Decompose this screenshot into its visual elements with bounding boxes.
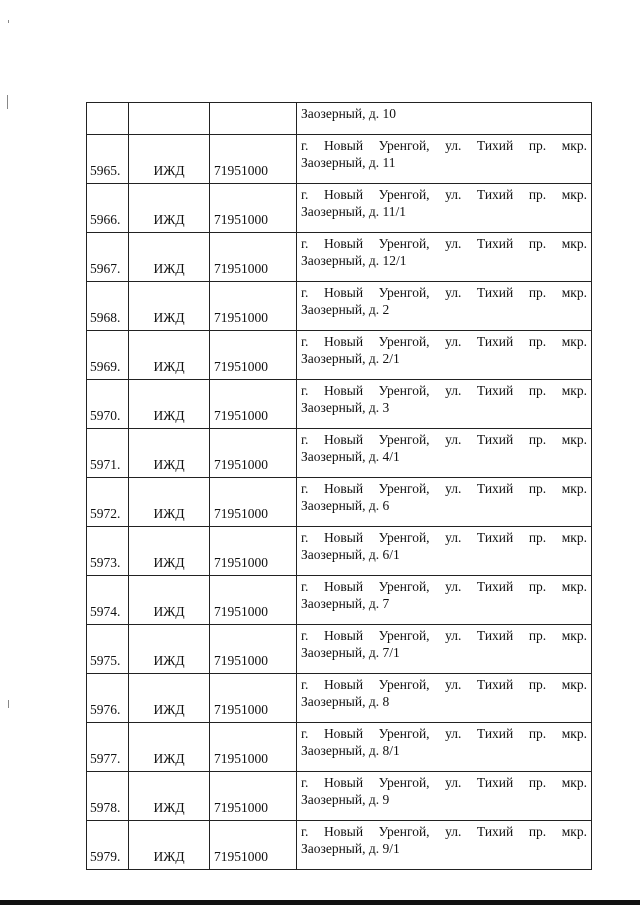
type-cell: ИЖД: [129, 429, 210, 478]
row-number-cell: 5976.: [87, 674, 129, 723]
table-row: [87, 282, 592, 331]
table-row: [87, 527, 592, 576]
address-word: мкр.: [561, 726, 587, 741]
address-word: пр.: [528, 334, 547, 349]
type-cell: ИЖД: [129, 576, 210, 625]
address-word: мкр.: [561, 187, 587, 202]
type-cell: ИЖД: [129, 772, 210, 821]
row-number-cell: 5977.: [87, 723, 129, 772]
address-tail: Заозерный, д. 7: [301, 596, 390, 611]
address-cell: [297, 821, 592, 870]
row-number-cell: [87, 103, 129, 135]
address-tail: Заозерный, д. 8: [301, 694, 390, 709]
address-tail: Заозерный, д. 7/1: [301, 645, 400, 660]
table-body: [87, 103, 592, 870]
address-line: [301, 774, 587, 791]
table-row: [87, 772, 592, 821]
address-tail: Заозерный, д. 4/1: [301, 449, 400, 464]
address-word: г.: [301, 775, 309, 790]
address-word: Тихий: [476, 530, 514, 545]
address-word: Тихий: [476, 432, 514, 447]
address-word: ул.: [445, 481, 462, 496]
code-cell: 71951000: [210, 772, 297, 821]
type-cell: ИЖД: [129, 723, 210, 772]
address-word: Новый: [323, 579, 364, 594]
address-word: мкр.: [561, 628, 587, 643]
address-word: ул.: [445, 138, 462, 153]
address-word: Уренгой,: [378, 187, 430, 202]
address-cell: [297, 576, 592, 625]
address-tail: Заозерный, д. 11/1: [301, 204, 406, 219]
address-cell: [297, 527, 592, 576]
address-word: пр.: [528, 432, 547, 447]
address-line: [301, 137, 587, 154]
address-line: [301, 823, 587, 840]
address-tail: Заозерный, д. 10: [301, 106, 396, 121]
address-cell: [297, 723, 592, 772]
address-word: Тихий: [476, 236, 514, 251]
address-word: ул.: [445, 432, 462, 447]
address-word: г.: [301, 138, 309, 153]
table-row: [87, 184, 592, 233]
address-word: пр.: [528, 138, 547, 153]
address-word: г.: [301, 432, 309, 447]
address-line: [301, 627, 587, 644]
row-number-cell: 5974.: [87, 576, 129, 625]
address-word: ул.: [445, 628, 462, 643]
code-cell: 71951000: [210, 576, 297, 625]
address-word: мкр.: [561, 775, 587, 790]
address-word: Тихий: [476, 628, 514, 643]
row-number-cell: 5975.: [87, 625, 129, 674]
address-word: г.: [301, 677, 309, 692]
address-word: Новый: [323, 187, 364, 202]
address-word: Уренгой,: [378, 432, 430, 447]
address-word: г.: [301, 187, 309, 202]
address-word: мкр.: [561, 432, 587, 447]
code-cell: 71951000: [210, 233, 297, 282]
code-cell: 71951000: [210, 282, 297, 331]
code-cell: 71951000: [210, 380, 297, 429]
table-row: [87, 821, 592, 870]
address-word: пр.: [528, 579, 547, 594]
code-cell: 71951000: [210, 674, 297, 723]
address-word: Тихий: [476, 775, 514, 790]
address-word: Новый: [323, 285, 364, 300]
address-tail: Заозерный, д. 2: [301, 302, 390, 317]
row-number-cell: 5965.: [87, 135, 129, 184]
address-cell: [297, 674, 592, 723]
type-cell: [129, 103, 210, 135]
table-row: [87, 103, 592, 135]
row-number-cell: 5971.: [87, 429, 129, 478]
address-word: Тихий: [476, 285, 514, 300]
address-word: Уренгой,: [378, 138, 430, 153]
address-word: пр.: [528, 824, 547, 839]
table-row: [87, 674, 592, 723]
address-word: Новый: [323, 775, 364, 790]
type-cell: ИЖД: [129, 478, 210, 527]
scan-mark: [8, 20, 9, 23]
address-word: Тихий: [476, 383, 514, 398]
table-row: [87, 723, 592, 772]
address-word: мкр.: [561, 824, 587, 839]
address-word: Уренгой,: [378, 285, 430, 300]
address-tail: Заозерный, д. 3: [301, 400, 390, 415]
address-word: Уренгой,: [378, 481, 430, 496]
address-word: мкр.: [561, 138, 587, 153]
address-word: Уренгой,: [378, 677, 430, 692]
type-cell: ИЖД: [129, 331, 210, 380]
address-word: г.: [301, 530, 309, 545]
type-cell: ИЖД: [129, 184, 210, 233]
address-word: Тихий: [476, 481, 514, 496]
address-word: Новый: [323, 334, 364, 349]
row-number-cell: 5969.: [87, 331, 129, 380]
address-word: ул.: [445, 824, 462, 839]
address-word: Новый: [323, 824, 364, 839]
address-word: Тихий: [476, 579, 514, 594]
address-word: ул.: [445, 383, 462, 398]
address-cell: [297, 135, 592, 184]
address-word: Новый: [323, 481, 364, 496]
row-number-cell: 5979.: [87, 821, 129, 870]
table-row: [87, 576, 592, 625]
address-line: [301, 235, 587, 252]
type-cell: ИЖД: [129, 380, 210, 429]
address-word: Тихий: [476, 187, 514, 202]
code-cell: 71951000: [210, 429, 297, 478]
address-cell: [297, 282, 592, 331]
row-number-cell: 5970.: [87, 380, 129, 429]
address-word: ул.: [445, 530, 462, 545]
address-cell: [297, 625, 592, 674]
address-word: Новый: [323, 726, 364, 741]
type-cell: ИЖД: [129, 233, 210, 282]
table-row: [87, 233, 592, 282]
address-line: [301, 480, 587, 497]
address-tail: Заозерный, д. 12/1: [301, 253, 407, 268]
code-cell: 71951000: [210, 821, 297, 870]
address-word: Новый: [323, 383, 364, 398]
address-word: г.: [301, 628, 309, 643]
address-word: пр.: [528, 530, 547, 545]
document-table: [86, 102, 592, 870]
code-cell: 71951000: [210, 625, 297, 674]
address-line: [301, 431, 587, 448]
address-word: Тихий: [476, 677, 514, 692]
address-word: мкр.: [561, 677, 587, 692]
address-word: г.: [301, 824, 309, 839]
address-word: ул.: [445, 334, 462, 349]
row-number-cell: 5972.: [87, 478, 129, 527]
address-word: г.: [301, 481, 309, 496]
address-word: мкр.: [561, 481, 587, 496]
address-word: Уренгой,: [378, 579, 430, 594]
row-number-cell: 5967.: [87, 233, 129, 282]
address-cell: [297, 478, 592, 527]
code-cell: 71951000: [210, 527, 297, 576]
address-word: ул.: [445, 775, 462, 790]
address-word: Новый: [323, 530, 364, 545]
address-cell: [297, 184, 592, 233]
address-word: Уренгой,: [378, 824, 430, 839]
address-cell: [297, 380, 592, 429]
code-cell: 71951000: [210, 478, 297, 527]
code-cell: [210, 103, 297, 135]
scan-mark: [7, 95, 8, 109]
address-tail: Заозерный, д. 11: [301, 155, 396, 170]
code-cell: 71951000: [210, 184, 297, 233]
address-word: Новый: [323, 138, 364, 153]
table-row: [87, 625, 592, 674]
address-line: [301, 529, 587, 546]
code-cell: 71951000: [210, 331, 297, 380]
address-word: г.: [301, 334, 309, 349]
address-tail: Заозерный, д. 2/1: [301, 351, 400, 366]
address-word: Уренгой,: [378, 775, 430, 790]
code-cell: 71951000: [210, 723, 297, 772]
address-word: г.: [301, 383, 309, 398]
address-word: мкр.: [561, 236, 587, 251]
address-tail: Заозерный, д. 8/1: [301, 743, 400, 758]
address-line: [301, 284, 587, 301]
address-line: [301, 578, 587, 595]
address-line: [301, 333, 587, 350]
address-word: Уренгой,: [378, 334, 430, 349]
address-cell: [297, 429, 592, 478]
table-row: [87, 331, 592, 380]
address-word: г.: [301, 726, 309, 741]
address-word: Тихий: [476, 824, 514, 839]
address-word: пр.: [528, 481, 547, 496]
address-word: пр.: [528, 285, 547, 300]
address-word: ул.: [445, 579, 462, 594]
address-word: Новый: [323, 628, 364, 643]
type-cell: ИЖД: [129, 527, 210, 576]
address-word: Уренгой,: [378, 383, 430, 398]
address-word: Новый: [323, 677, 364, 692]
address-cell: [297, 772, 592, 821]
address-line: [301, 725, 587, 742]
scan-mark: [8, 700, 9, 708]
table-row: [87, 135, 592, 184]
address-word: г.: [301, 579, 309, 594]
address-cell: [297, 233, 592, 282]
address-word: пр.: [528, 236, 547, 251]
type-cell: ИЖД: [129, 674, 210, 723]
type-cell: ИЖД: [129, 135, 210, 184]
address-tail: Заозерный, д. 9: [301, 792, 390, 807]
page-bottom-edge: [0, 900, 640, 905]
type-cell: ИЖД: [129, 282, 210, 331]
row-number-cell: 5966.: [87, 184, 129, 233]
address-word: Уренгой,: [378, 726, 430, 741]
address-word: мкр.: [561, 285, 587, 300]
type-cell: ИЖД: [129, 625, 210, 674]
address-word: пр.: [528, 726, 547, 741]
address-word: ул.: [445, 726, 462, 741]
address-word: Тихий: [476, 138, 514, 153]
table-row: [87, 478, 592, 527]
address-word: мкр.: [561, 530, 587, 545]
table-row: [87, 380, 592, 429]
address-word: ул.: [445, 187, 462, 202]
address-word: Уренгой,: [378, 530, 430, 545]
address-word: пр.: [528, 628, 547, 643]
address-word: г.: [301, 285, 309, 300]
address-word: Уренгой,: [378, 628, 430, 643]
address-word: мкр.: [561, 579, 587, 594]
address-tail: Заозерный, д. 6: [301, 498, 390, 513]
address-word: пр.: [528, 775, 547, 790]
address-word: ул.: [445, 285, 462, 300]
row-number-cell: 5978.: [87, 772, 129, 821]
address-word: ул.: [445, 236, 462, 251]
address-cell: [297, 103, 592, 135]
address-word: Тихий: [476, 334, 514, 349]
address-word: Новый: [323, 432, 364, 447]
address-cell: [297, 331, 592, 380]
address-tail: Заозерный, д. 9/1: [301, 841, 400, 856]
address-tail: Заозерный, д. 6/1: [301, 547, 400, 562]
code-cell: 71951000: [210, 135, 297, 184]
address-word: пр.: [528, 187, 547, 202]
address-word: Новый: [323, 236, 364, 251]
address-line: [301, 186, 587, 203]
address-line: [301, 382, 587, 399]
address-word: мкр.: [561, 383, 587, 398]
address-line: [301, 676, 587, 693]
address-word: Тихий: [476, 726, 514, 741]
address-word: мкр.: [561, 334, 587, 349]
row-number-cell: 5968.: [87, 282, 129, 331]
type-cell: ИЖД: [129, 821, 210, 870]
address-word: ул.: [445, 677, 462, 692]
address-word: г.: [301, 236, 309, 251]
table-row: [87, 429, 592, 478]
address-word: Уренгой,: [378, 236, 430, 251]
row-number-cell: 5973.: [87, 527, 129, 576]
address-word: пр.: [528, 677, 547, 692]
address-word: пр.: [528, 383, 547, 398]
